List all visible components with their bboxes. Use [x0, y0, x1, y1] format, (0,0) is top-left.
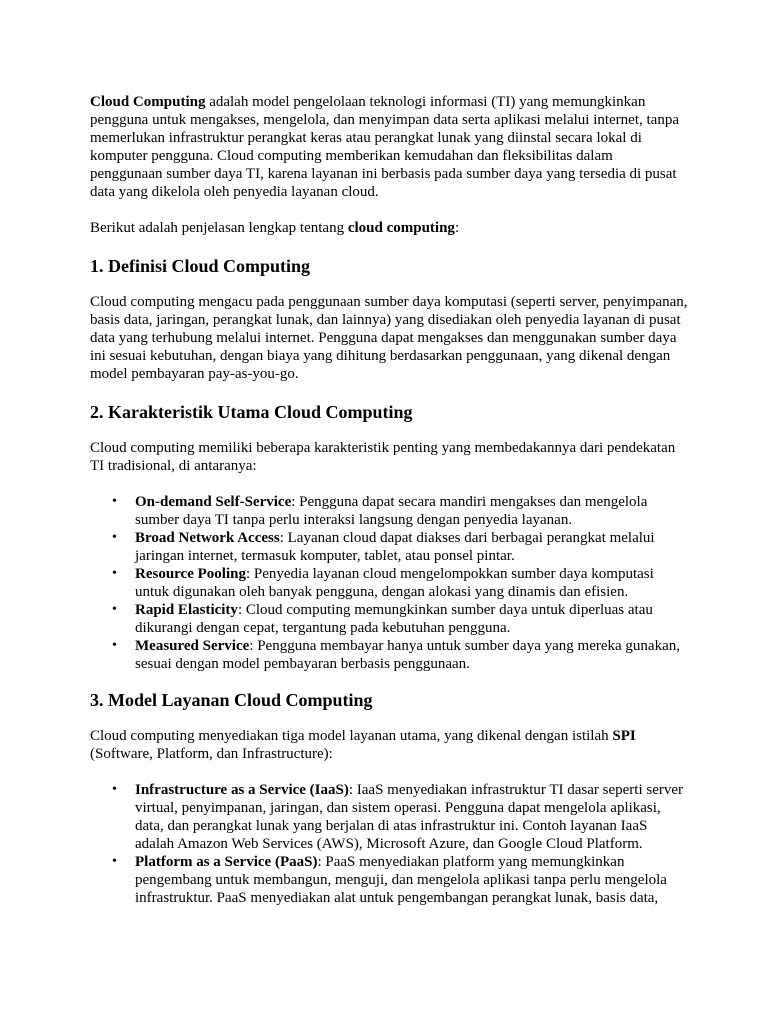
intro-text: adalah model pengelolaan teknologi informasi (TI) yang memungkinkan pengguna untuk mengakses, mengelola, dan menyimpan data serta aplikasi melalui internet, tanpa memerlukan infrastruktur perangkat keras atau perangkat lunak yang diinstal secara lokal di komputer pengguna. Cloud computing memberikan kemudahan dan fleksibilitas dalam penggunaan sumber daya TI, karena layanan ini berbasis pada sumber daya yang tersedia di pusat data yang dikelola oleh penyedia layanan cloud.	[90, 94, 679, 200]
bullet-icon: •	[112, 530, 117, 545]
intro-paragraph	[90, 93, 688, 201]
section2-heading: 2. Karakteristik Utama Cloud Computing	[90, 402, 413, 422]
list-item-text: : PaaS menyediakan platform yang memungkinkan pengembang untuk membangun, menguji, dan mengelola aplikasi tanpa perlu mengelola infrastruktur. PaaS menyediakan alat untuk pengembangan perangkat lunak, basis data,	[135, 854, 667, 906]
bullet-icon: •	[112, 602, 117, 617]
section1-heading: 1. Definisi Cloud Computing	[90, 256, 311, 276]
list-item-text: : IaaS menyediakan infrastruktur TI dasar seperti server virtual, penyimpanan, jaringan, dan sistem operasi. Pengguna dapat mengelola aplikasi, data, dan perangkat lunak yang berjalan di atas infrastruktur ini. Contoh layanan IaaS adalah Amazon Web Services (AWS), Microsoft Azure, dan Google Cloud Platform.	[135, 782, 684, 852]
list-item-text: : Pengguna dapat secara mandiri mengakses dan mengelola sumber daya TI tanpa perlu interaksi langsung dengan penyedia layanan.	[135, 494, 648, 528]
section3-body-bold: SPI	[612, 728, 636, 744]
list-item-term: Resource Pooling	[135, 566, 246, 582]
section3-heading: 3. Model Layanan Cloud Computing	[90, 690, 373, 710]
section3-list	[90, 781, 688, 907]
list-item-term: Measured Service	[135, 638, 250, 654]
list-item-text: : Cloud computing memungkinkan sumber daya untuk diperluas atau dikurangi dengan cepat, tergantung pada kebutuhan pengguna.	[135, 602, 653, 636]
section3-body	[90, 727, 688, 763]
list-item	[112, 781, 688, 853]
list-item-text: : Layanan cloud dapat diakses dari berbagai perangkat melalui jaringan internet, termasuk komputer, tablet, atau ponsel pintar.	[135, 530, 655, 564]
list-item-term: On-demand Self-Service	[135, 494, 292, 510]
list-item-text: : Penyedia layanan cloud mengelompokkan sumber daya komputasi untuk digunakan oleh banyak pengguna, dengan alokasi yang dinamis dan efisien.	[135, 566, 654, 600]
lead-before: Berikut adalah penjelasan lengkap tentang	[90, 220, 348, 236]
section3-body-after: (Software, Platform, dan Infrastructure):	[90, 746, 333, 762]
lead-bold: cloud computing	[347, 220, 455, 236]
bullet-icon: •	[112, 782, 117, 797]
section1-body: Cloud computing mengacu pada penggunaan sumber daya komputasi (seperti server, penyimpanan, basis data, jaringan, perangkat lunak, dan lainnya) yang disediakan oleh penyedia layanan di pusat data yang terhubung melalui internet. Pengguna dapat mengakses dan menggunakan sumber daya ini sesuai kebutuhan, dengan biaya yang dihitung berdasarkan penggunaan, yang dikenal dengan model pembayaran pay-as-you-go.	[90, 294, 688, 382]
lead-paragraph	[90, 219, 688, 237]
list-item	[112, 601, 688, 637]
list-item-term: Infrastructure as a Service (IaaS)	[135, 782, 349, 798]
list-item-text: : Pengguna membayar hanya untuk sumber daya yang mereka gunakan, sesuai dengan model pembayaran berbasis penggunaan.	[135, 638, 680, 672]
lead-after: :	[454, 220, 460, 236]
bullet-icon: •	[112, 494, 117, 509]
list-item	[112, 529, 688, 565]
section2-list	[90, 493, 688, 673]
section3-body-before: Cloud computing menyediakan tiga model layanan utama, yang dikenal dengan istilah	[90, 728, 613, 744]
list-item-term: Broad Network Access	[135, 530, 280, 546]
list-item-term: Rapid Elasticity	[135, 602, 238, 618]
list-item	[112, 493, 688, 529]
bullet-icon: •	[112, 854, 117, 869]
list-item-term: Platform as a Service (PaaS)	[135, 854, 318, 870]
bullet-icon: •	[112, 638, 117, 653]
list-item	[112, 565, 688, 601]
bullet-icon: •	[112, 566, 117, 581]
section2-body: Cloud computing memiliki beberapa karakteristik penting yang membedakannya dari pendekatan TI tradisional, di antaranya:	[90, 440, 676, 474]
list-item	[112, 637, 688, 673]
intro-term: Cloud Computing	[90, 94, 206, 110]
list-item	[112, 853, 688, 907]
